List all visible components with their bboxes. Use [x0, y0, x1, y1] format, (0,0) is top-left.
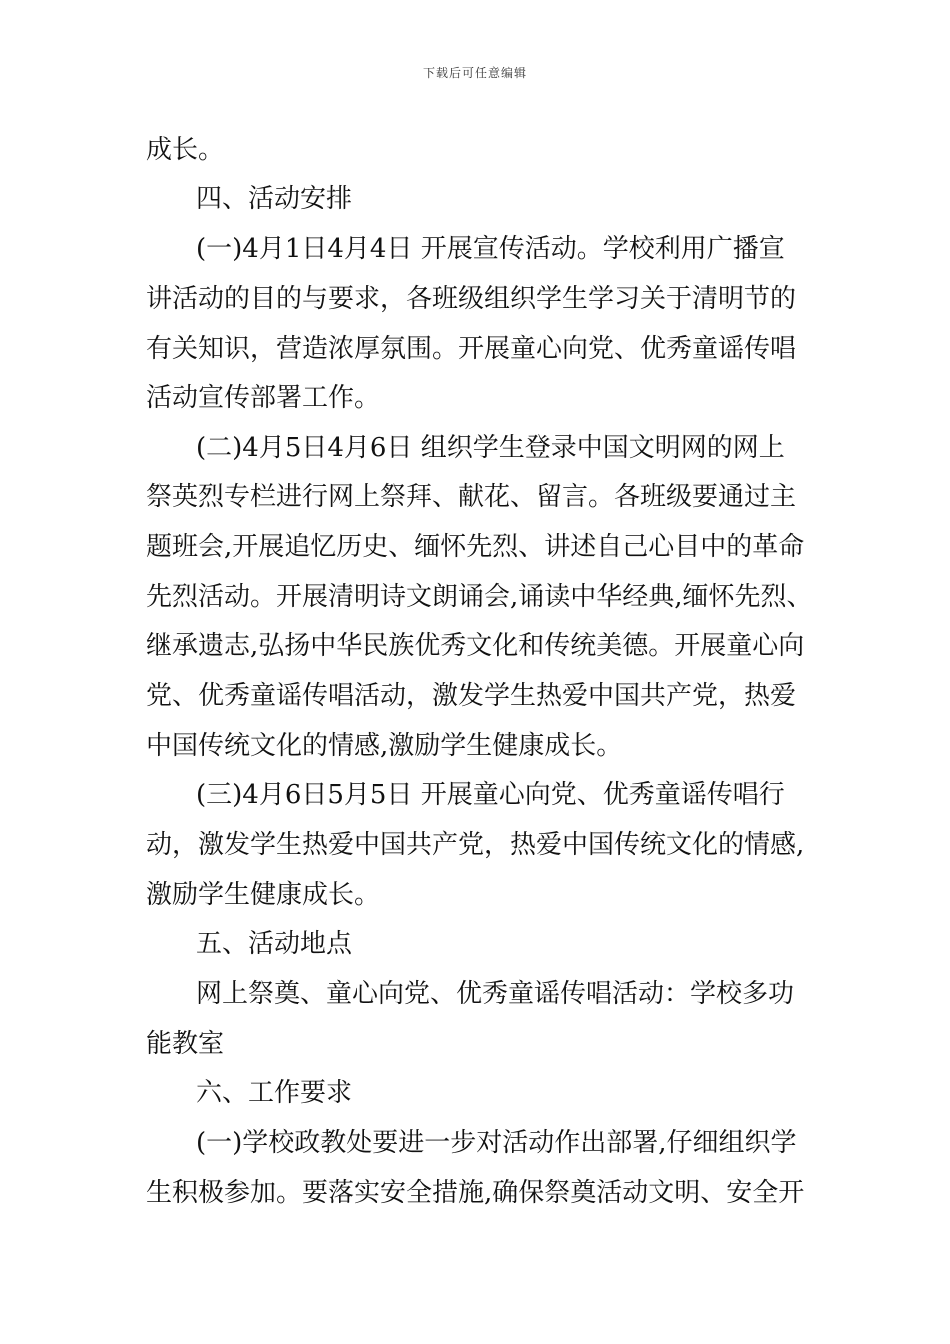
- text-line: 讲活动的目的与要求，各班级组织学生学习关于清明节的: [146, 284, 797, 314]
- text-line: 激励学生健康成长。: [146, 880, 381, 910]
- text-line: (三)4月6日5月5日 开展童心向党、优秀童谣传唱行: [196, 780, 785, 810]
- section-heading: 六、工作要求: [196, 1078, 353, 1108]
- text-line: 党、优秀童谣传唱活动，激发学生热爱中国共产党，热爱: [146, 681, 797, 711]
- text-line: 动，激发学生热爱中国共产党，热爱中国传统文化的情感,: [146, 830, 805, 860]
- text-line: 继承遗志,弘扬中华民族优秀文化和传统美德。开展童心向: [146, 631, 805, 661]
- text-line: 中国传统文化的情感,激励学生健康成长。: [146, 731, 623, 761]
- text-line: 成长。: [146, 135, 225, 165]
- text-line: 活动宣传部署工作。: [146, 383, 381, 413]
- text-line: 生积极参加。要落实安全措施,确保祭奠活动文明、安全开: [146, 1178, 805, 1208]
- text-line: 有关知识，营造浓厚氛围。开展童心向党、优秀童谣传唱: [146, 334, 797, 364]
- text-line: (二)4月5日4月6日 组织学生登录中国文明网的网上: [196, 433, 785, 463]
- section-heading: 五、活动地点: [196, 929, 353, 959]
- header-note: 下载后可任意编辑: [422, 66, 527, 80]
- text-line: (一)4月1日4月4日 开展宣传活动。学校利用广播宣: [196, 234, 785, 264]
- text-line: 题班会,开展追忆历史、缅怀先烈、讲述自己心目中的革命: [146, 532, 805, 562]
- text-line: 先烈活动。开展清明诗文朗诵会,诵读中华经典,缅怀先烈、: [146, 582, 813, 612]
- text-line: 网上祭奠、童心向党、优秀童谣传唱活动：学校多功: [196, 979, 795, 1009]
- section-heading: 四、活动安排: [196, 184, 353, 214]
- text-line: 祭英烈专栏进行网上祭拜、献花、留言。各班级要通过主: [146, 482, 797, 512]
- text-line: (一)学校政教处要进一步对活动作出部署,仔细组织学: [196, 1128, 797, 1158]
- text-line: 能教室: [146, 1029, 225, 1059]
